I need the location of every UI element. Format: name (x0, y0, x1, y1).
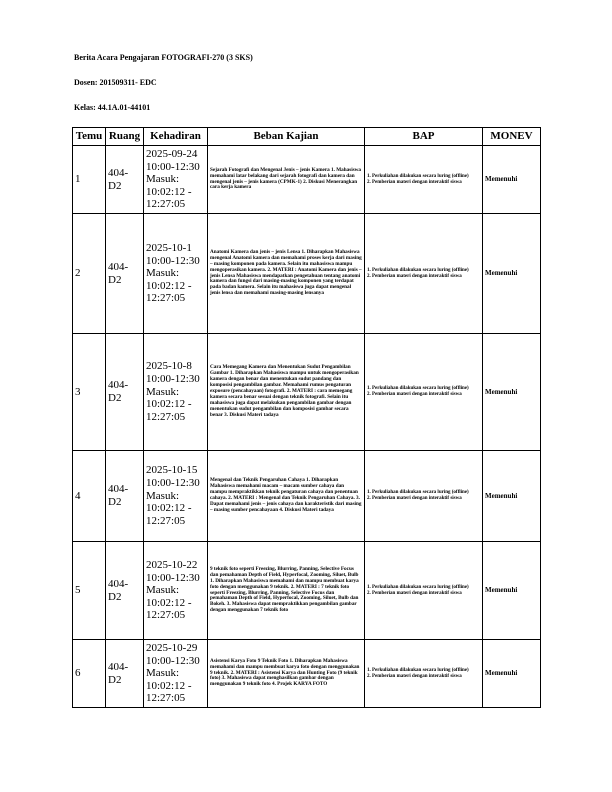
kehadiran-masuk: 10:02:12 - (146, 398, 192, 411)
kehadiran-keluar: 12:27:05 (146, 292, 186, 305)
header-beban-kajian: Beban Kajian (208, 128, 365, 146)
bap-line-1: 1. Perkuliahan dilakukan secara luring (offline) (367, 173, 469, 179)
cell-kehadiran (144, 334, 208, 451)
header-bap: BAP (365, 128, 483, 146)
kehadiran-masuk-label: Masuk: (146, 489, 179, 502)
bap-line-2: 2. Pemberian materi dengan interaktif siswa (367, 590, 462, 596)
kehadiran-time: 10:00-12:30 (146, 160, 200, 173)
bap-line-1: 1. Perkuliahan dilakukan secara luring (offline) (367, 584, 469, 590)
kehadiran-date: 2025-10-22 (146, 558, 198, 571)
kehadiran-time: 10:00-12:30 (146, 571, 200, 584)
cell-monev: Memenuhi (483, 451, 541, 542)
cell-beban-kajian: Mengenal dan Teknik Pengaruhan Cahaya 1. Diharapkan Mahasiswa memahami macam – macam sumber cahaya dan mampu mempraktikkan teknik pengaturan cahaya dan penentuan cahaya. 2. MATERI : Mengenal dan Teknik Pengaruhan Cahaya. 3. Dapat memahami jenis – jenis cahaya dan karakteristik dari masing – masing sumber pencahayaan 4. Diskusi Materi tadaya (208, 451, 365, 542)
cell-bap (365, 451, 483, 542)
cell-ruang: 404-D2 (106, 451, 144, 542)
cell-temu: 3 (73, 334, 106, 451)
cell-ruang: 404-D2 (106, 640, 144, 708)
document-title: Berita Acara Pengajaran FOTOGRAFI-270 (3 SKS) (74, 53, 253, 62)
cell-temu: 4 (73, 451, 106, 542)
kehadiran-masuk: 10:02:12 - (146, 502, 192, 515)
cell-monev: Memenuhi (483, 214, 541, 334)
kehadiran-masuk: 10:02:12 - (146, 185, 192, 198)
table-header-row (73, 128, 541, 146)
header-temu: Temu (73, 128, 106, 146)
cell-bap (365, 334, 483, 451)
cell-bap (365, 146, 483, 214)
cell-monev: Memenuhi (483, 334, 541, 451)
header-ruang: Ruang (106, 128, 144, 146)
bap-line-1: 1. Perkuliahan dilakukan secara luring (offline) (367, 667, 469, 673)
kehadiran-date: 2025-10-8 (146, 360, 192, 373)
cell-monev: Memenuhi (483, 146, 541, 214)
cell-monev: Memenuhi (483, 542, 541, 640)
cell-bap (365, 542, 483, 640)
bap-line-2: 2. Pemberian materi dengan interaktif siswa (367, 673, 462, 679)
kehadiran-date: 2025-09-24 (146, 147, 198, 160)
cell-kehadiran (144, 451, 208, 542)
cell-ruang: 404-D2 (106, 214, 144, 334)
cell-kehadiran (144, 146, 208, 214)
kehadiran-time: 10:00-12:30 (146, 254, 200, 267)
kehadiran-masuk-label: Masuk: (146, 267, 179, 280)
kehadiran-keluar: 12:27:05 (146, 609, 186, 622)
kehadiran-date: 2025-10-1 (146, 241, 192, 254)
kehadiran-keluar: 12:27:05 (146, 514, 186, 527)
table-row (73, 214, 541, 334)
kehadiran-masuk: 10:02:12 - (146, 679, 192, 692)
header-kehadiran: Kehadiran (144, 128, 208, 146)
bap-line-2: 2. Pemberian materi dengan interaktif siswa (367, 496, 462, 501)
kehadiran-keluar: 12:27:05 (146, 198, 186, 211)
kehadiran-date: 2025-10-29 (146, 641, 198, 654)
kehadiran-masuk: 10:02:12 - (146, 279, 192, 292)
cell-beban-kajian: Cara Memegang Kamera dan Menentukan Sudut Pengambilan Gambar 1. Diharapkan Mahasiswa mampu untuk mengoperasikan kamera dengan benar dan menentukan sudut pandang dan komposisi pengambilan gambar. Memahami rumus pengaturan exposure (pencahayaan) fotografi. 2. MATERI : cara memegang kamera secara benar sesuai dengan teknik fotografi. Selain itu mahasiswa juga dapat melakukan pengambilan gambar dengan menentukan sudut pengambilan dan komposisi gambar secara benar 3. Diskusi Materi tadaya (208, 334, 365, 451)
cell-ruang: 404-D2 (106, 542, 144, 640)
attendance-table (72, 127, 541, 708)
kehadiran-time: 10:00-12:30 (146, 373, 200, 386)
table-row (73, 451, 541, 542)
cell-temu: 2 (73, 214, 106, 334)
class-line: Kelas: 44.1A.01-44101 (74, 103, 151, 112)
header-monev: MONEV (483, 128, 541, 146)
kehadiran-time: 10:00-12:30 (146, 477, 200, 490)
bap-line-1: 1. Perkuliahan dilakukan secara luring (offline) (367, 490, 469, 496)
cell-beban-kajian: Asistensi Karya Foto 9 Teknik Foto 1. Diharapkan Mahasiswa memahami dan mampu membuat karya foto dengan menggunakan 9 teknik. 2. MATERI : Asistensi Karya dan Hunting Foto (9 teknik foto) 3. Mahasiswa dapat menghasilkan gambar dengan menggunakan 9 teknik foto 4. Projek KARYA FOTO (208, 640, 365, 708)
cell-temu: 6 (73, 640, 106, 708)
cell-kehadiran (144, 640, 208, 708)
kehadiran-masuk-label: Masuk: (146, 667, 179, 680)
bap-line-2: 2. Pemberian materi dengan interaktif siswa (367, 179, 462, 185)
cell-beban-kajian: Anatomi Kamera dan jenis – jenis Lensa 1. Diharapkan Mahasiswa mengenal Anatomi kamera dan memahami proses kerja dari masing – masing komponen pada kamera. Selain itu mahasiswa mampu mengoperasikan kamera. 2. MATERI : Anatomi Kamera dan jenis – jenis Lensa Mahasiswa mendapatkan pengetahuan tentang anatomi kamera dan fungsi dari masing-masing komponen yang terdapat pada badan kamera. Selain itu mahasiswa juga dapat mengenal jenis lensa dan memahami masing-masing lensanya (208, 214, 365, 334)
cell-bap (365, 214, 483, 334)
table-row (73, 146, 541, 214)
bap-line-1: 1. Perkuliahan dilakukan secara luring (offline) (367, 386, 469, 392)
kehadiran-masuk-label: Masuk: (146, 385, 179, 398)
kehadiran-keluar: 12:27:05 (146, 410, 186, 423)
cell-temu: 1 (73, 146, 106, 214)
table-row (73, 640, 541, 708)
cell-bap (365, 640, 483, 708)
cell-kehadiran (144, 214, 208, 334)
cell-temu: 5 (73, 542, 106, 640)
cell-beban-kajian: Sejarah Fotografi dan Mengenal Jenis – jenis Kamera 1. Mahasiswa memahami latar belakang dari sejarah fotografi dan kamera dan mengenal jenis – jenis kamera (CPMK-1) 2. Diskusi Menerangkan cara kerja kamera (208, 146, 365, 214)
kehadiran-masuk-label: Masuk: (146, 173, 179, 186)
kehadiran-time: 10:00-12:30 (146, 654, 200, 667)
bap-line-2: 2. Pemberian materi dengan interaktif siswa (367, 273, 462, 279)
cell-ruang: 404-D2 (106, 146, 144, 214)
table-row (73, 542, 541, 640)
cell-monev: Memenuhi (483, 640, 541, 708)
bap-line-1: 1. Perkuliahan dilakukan secara luring (offline) (367, 267, 469, 273)
cell-kehadiran (144, 542, 208, 640)
cell-ruang: 404-D2 (106, 334, 144, 451)
kehadiran-date: 2025-10-15 (146, 464, 198, 477)
lecturer-line: Dosen: 201509311- EDC (74, 78, 157, 87)
cell-beban-kajian: 9 teknik foto seperti Freezing, Blurring, Panning, Selective Focus dan pemahaman Depth of Field, Hyperfocal, Zooming, Siluet, Bulb 1. Diharapkan Mahasiswa memahami dan mampu membuat karya foto dengan menggunakan 9 teknik. 2. MATERI : 7 teknik foto seperti Freezing, Blurring, Panning, Selective Focus dan pemahaman Depth of Field, Hyperfocal, Zooming, Siluet, Bulb dan Bokeh. 3. Mahasiswa dapat mempraktikkan pengambilan gambar dengan menggunakan 7 teknik foto (208, 542, 365, 640)
kehadiran-masuk-label: Masuk: (146, 584, 179, 597)
kehadiran-keluar: 12:27:05 (146, 692, 186, 705)
bap-line-2: 2. Pemberian materi dengan interaktif siswa (367, 392, 462, 397)
table-row (73, 334, 541, 451)
kehadiran-masuk: 10:02:12 - (146, 596, 192, 609)
